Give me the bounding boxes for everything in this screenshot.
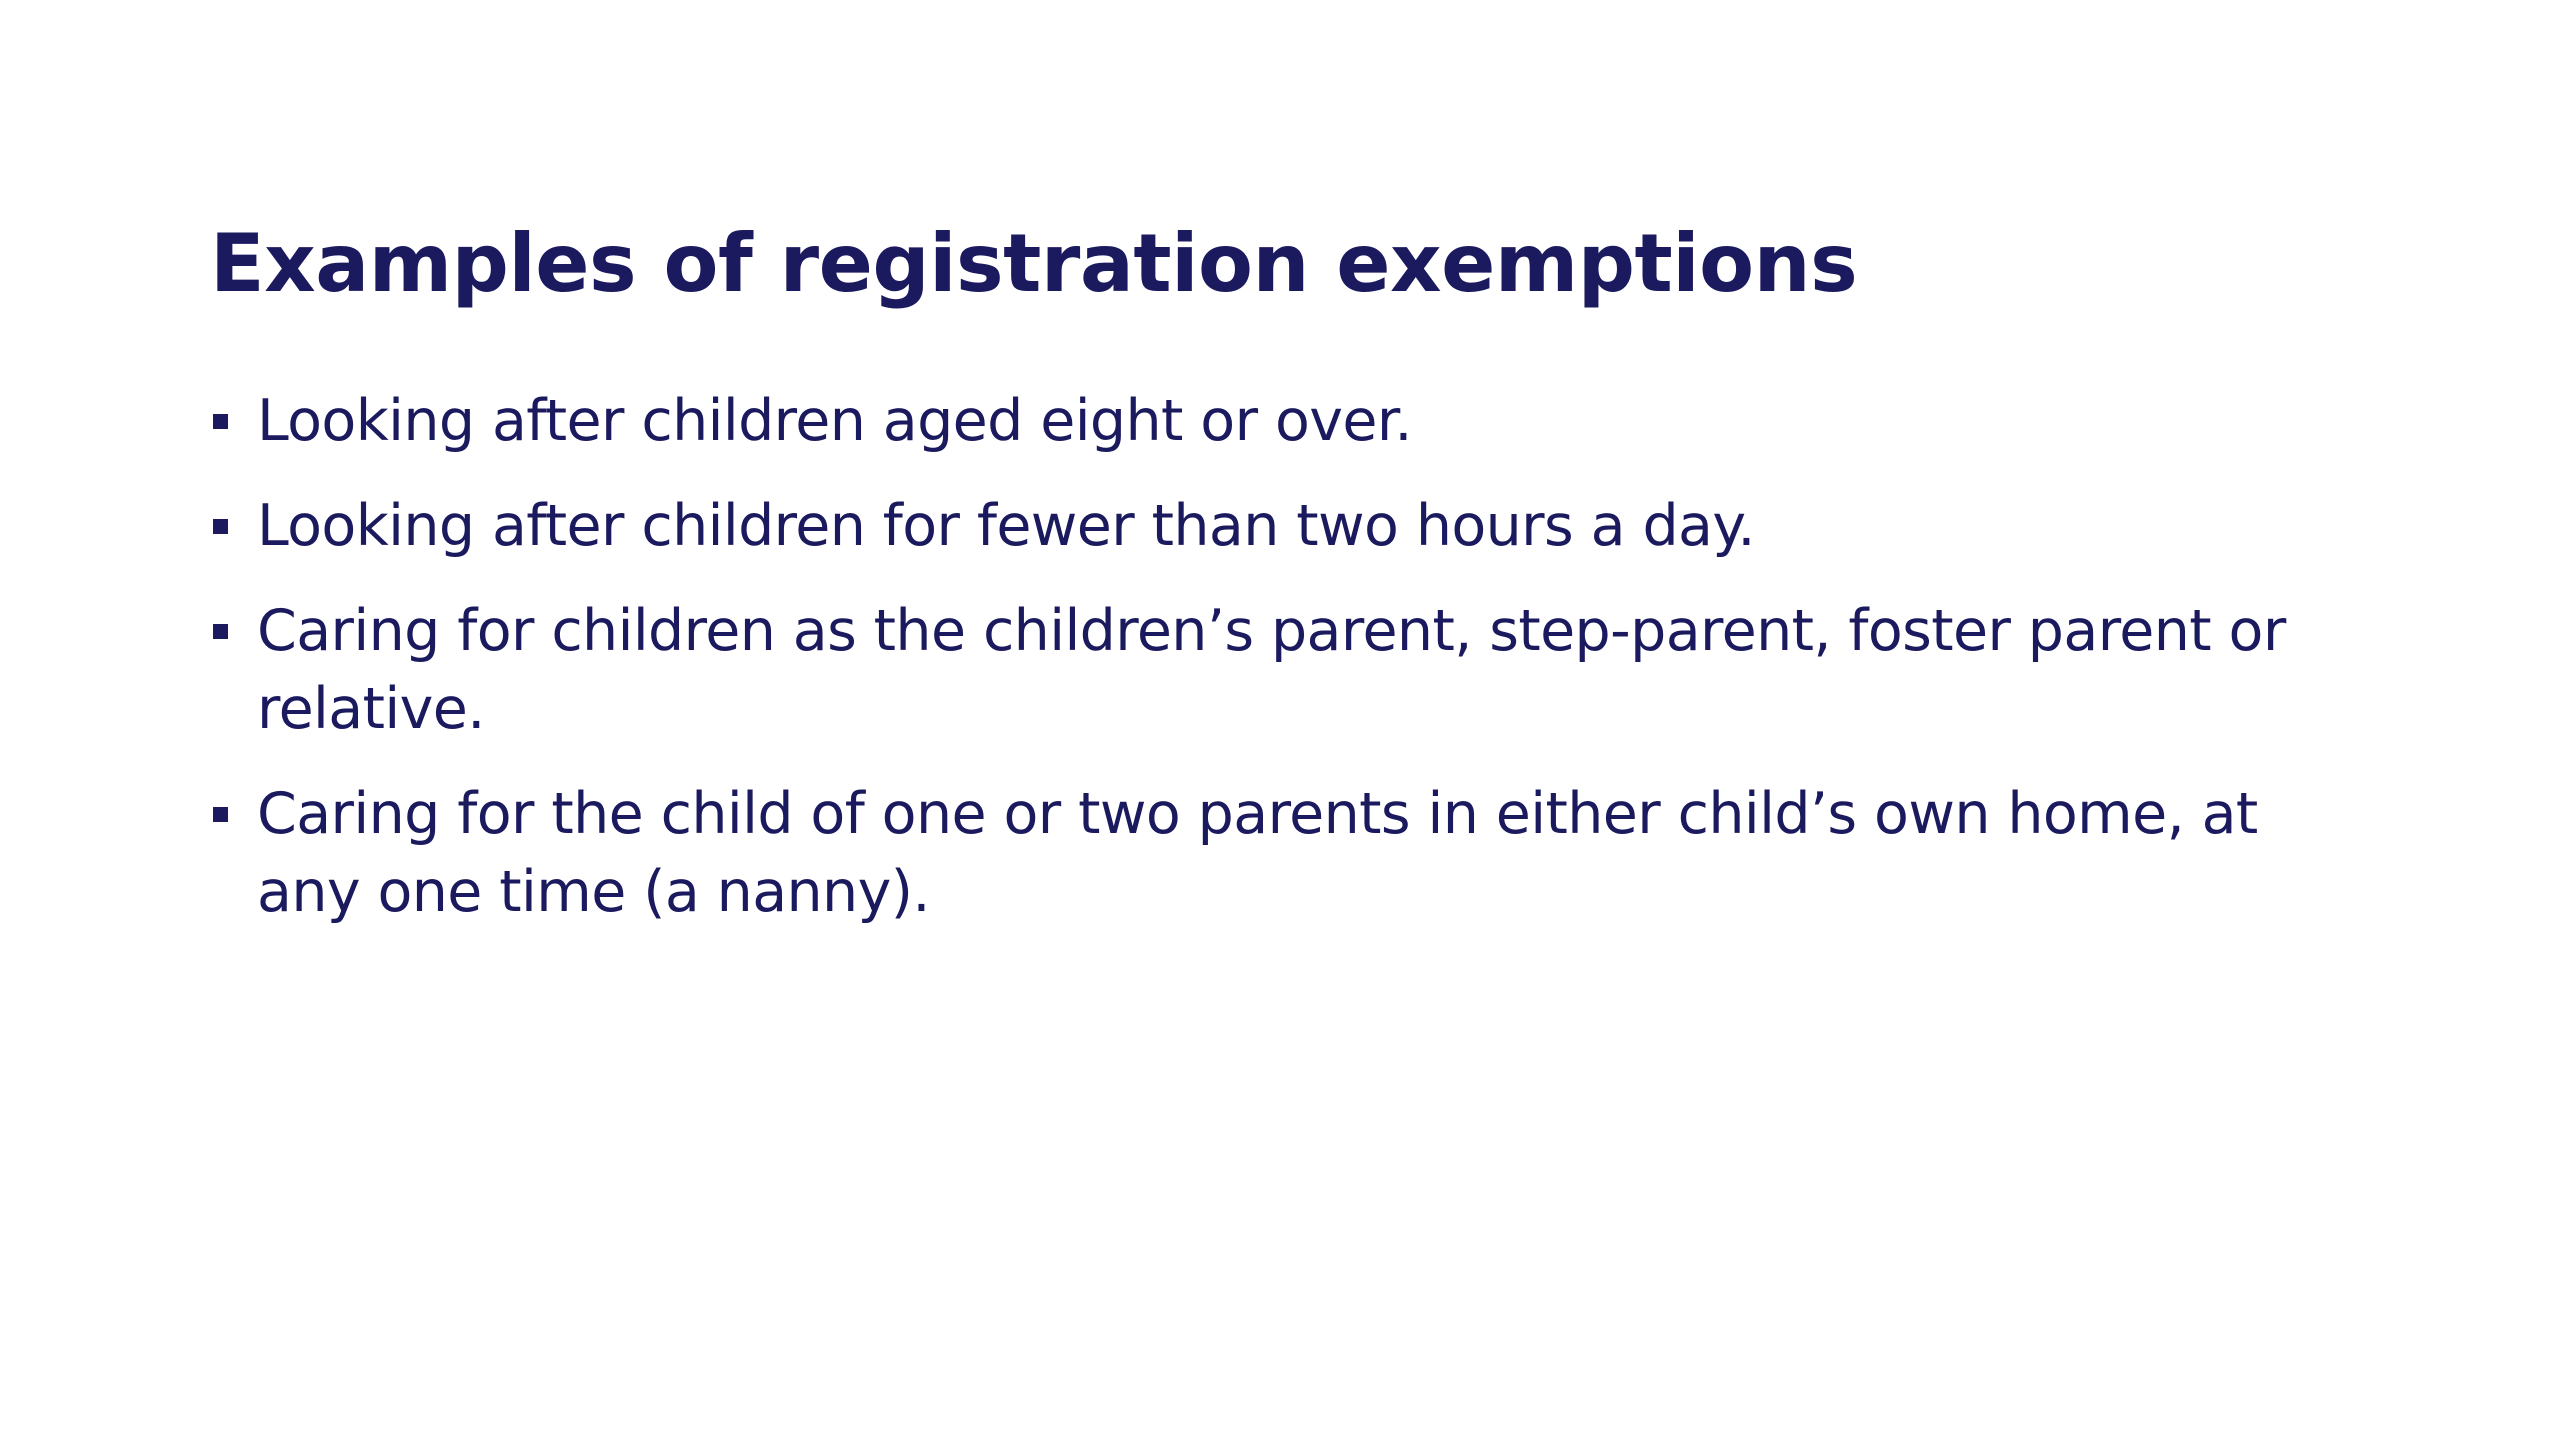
slide-title: Examples of registration exemptions [210,217,1858,310]
bullet-text: Looking after children for fewer than two hours a day. [257,493,1755,559]
bullet-text: Looking after children aged eight or over. [257,388,1412,454]
bullet-item [210,382,2300,460]
bullet-item [210,592,2300,748]
bullet-item [210,775,2300,931]
square-bullet-icon [213,624,228,639]
bullet-item [210,487,2300,565]
bullet-text: Caring for children as the children’s parent, step-parent, foster parent or relative. [257,598,2286,742]
square-bullet-icon [213,519,228,534]
bullet-list [210,382,2300,958]
square-bullet-icon [213,414,228,429]
square-bullet-icon [213,807,228,822]
bullet-text: Caring for the child of one or two parents in either child’s own home, at any one time (a nanny). [257,781,2258,925]
